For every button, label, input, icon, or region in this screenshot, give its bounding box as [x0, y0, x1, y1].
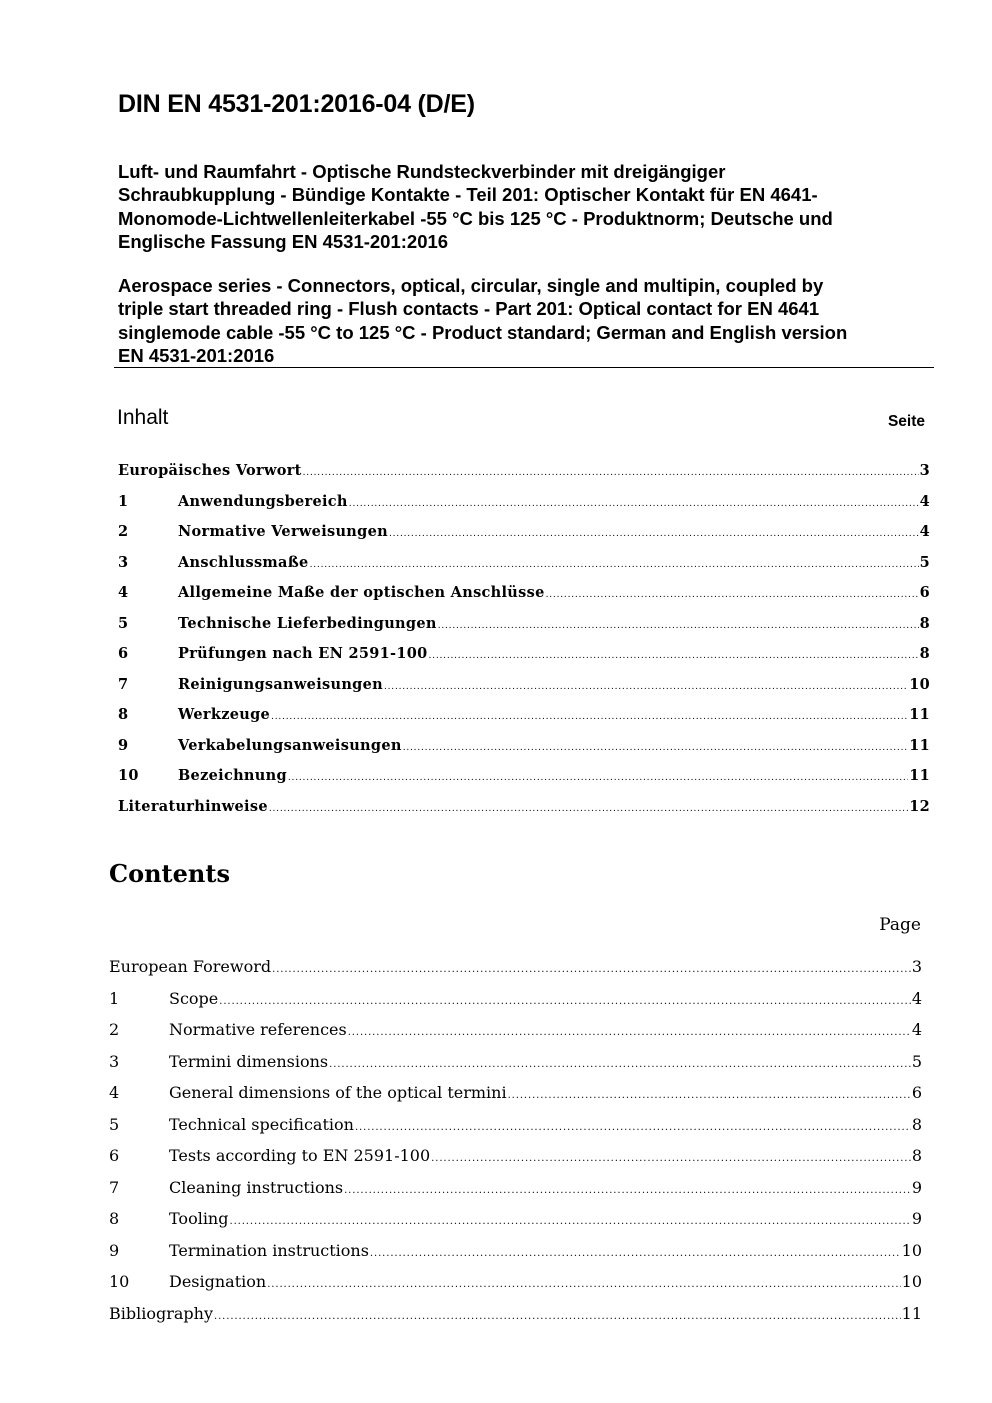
toc-entry-page: 9 [911, 1177, 922, 1197]
toc-en-entry[interactable] [109, 1304, 922, 1328]
toc-leader-dots [384, 682, 908, 692]
toc-en-entry[interactable] [109, 1241, 922, 1265]
toc-entry-number: 2 [118, 523, 129, 540]
toc-entry-number: 9 [109, 1240, 120, 1260]
toc-en-page-column-label: Page [879, 915, 921, 935]
toc-entry-number: 1 [109, 988, 120, 1008]
toc-entry-label: Anwendungsbereich [178, 492, 348, 510]
toc-entry-number: 8 [118, 706, 129, 723]
toc-de-entry[interactable] [118, 615, 930, 637]
toc-de-entry[interactable] [118, 737, 930, 759]
toc-entry-number: 3 [118, 553, 129, 571]
toc-de-page-column-label: Seite [887, 413, 925, 430]
toc-de-heading: Inhalt [117, 406, 169, 429]
document-subtitle-english: Aerospace series - Connectors, optical, circular, single and multipin, coupled by triple start threaded ring - Flush contacts - Part 201: Optical contact for EN 4641 singlemode cable -55 °C to 125 °C - Product standard; German and English version EN 4531-201:2016 [118, 275, 848, 366]
toc-entry-label: Normative references [169, 1020, 347, 1039]
toc-entry-label: Termination instructions [169, 1240, 369, 1260]
toc-entry-label: Werkzeuge [178, 706, 271, 723]
toc-entry-label: Prüfungen nach EN 2591-100 [178, 645, 428, 662]
toc-en-entry[interactable] [109, 1083, 922, 1107]
toc-leader-dots [219, 996, 911, 1007]
toc-de-entry[interactable] [118, 523, 930, 545]
toc-leader-dots [267, 1279, 900, 1290]
toc-leader-dots [271, 712, 908, 722]
toc-leader-dots [344, 1185, 911, 1196]
document-title: DIN EN 4531-201:2016-04 (D/E) [118, 90, 475, 118]
toc-en-entry[interactable] [109, 1272, 922, 1296]
toc-entry-label: Technische Lieferbedingungen [178, 614, 437, 632]
toc-entry-page: 6 [919, 584, 930, 601]
toc-entry-page: 11 [901, 1303, 922, 1323]
toc-entry-page: 11 [909, 706, 930, 723]
toc-de-entry[interactable] [118, 493, 930, 515]
toc-en-entry[interactable] [109, 1178, 922, 1202]
toc-entry-label: Verkabelungsanweisungen [178, 736, 402, 754]
toc-leader-dots [370, 1248, 901, 1259]
title-divider [114, 367, 934, 368]
toc-en-entry[interactable] [109, 1052, 922, 1076]
toc-leader-dots [438, 621, 919, 631]
toc-leader-dots [389, 529, 919, 539]
toc-leader-dots [214, 1311, 901, 1322]
toc-entry-number: 9 [118, 736, 129, 754]
toc-entry-number: 6 [118, 645, 129, 662]
toc-entry-page: 5 [911, 1051, 922, 1071]
toc-entry-number: 7 [118, 675, 129, 693]
toc-leader-dots [349, 499, 919, 509]
toc-entry-page: 8 [911, 1114, 922, 1134]
toc-entry-number: 10 [109, 1272, 130, 1291]
toc-entry-page: 12 [909, 797, 930, 815]
toc-en-entry[interactable] [109, 1209, 922, 1233]
toc-entry-number: 3 [109, 1051, 120, 1071]
toc-entry-page: 8 [911, 1146, 922, 1165]
toc-entry-page: 11 [909, 767, 930, 784]
toc-en-heading: Contents [109, 859, 230, 888]
toc-entry-page: 8 [919, 645, 930, 662]
toc-leader-dots [310, 560, 919, 570]
toc-entry-page: 3 [911, 957, 922, 976]
toc-entry-label: European Foreword [109, 957, 272, 976]
toc-entry-number: 10 [118, 767, 139, 784]
toc-leader-dots [508, 1090, 911, 1101]
toc-entry-label: Cleaning instructions [169, 1177, 344, 1197]
toc-leader-dots [303, 468, 919, 478]
toc-entry-label: Termini dimensions [169, 1051, 329, 1071]
toc-leader-dots [272, 964, 911, 975]
toc-entry-page: 10 [901, 1240, 922, 1260]
toc-de-entry[interactable] [118, 584, 930, 606]
toc-entry-label: General dimensions of the optical termini [169, 1083, 507, 1102]
toc-entry-page: 4 [919, 523, 930, 540]
toc-entry-number: 7 [109, 1177, 120, 1197]
toc-entry-label: Allgemeine Maße der optischen Anschlüsse [178, 584, 545, 601]
toc-entry-label: Tests according to EN 2591-100 [169, 1146, 431, 1165]
toc-entry-label: Anschlussmaße [178, 553, 309, 571]
toc-entry-page: 9 [911, 1209, 922, 1228]
toc-entry-label: Normative Verweisungen [178, 523, 388, 540]
toc-leader-dots [288, 773, 908, 783]
toc-entry-label: Bibliography [109, 1303, 213, 1323]
toc-entry-label: Bezeichnung [178, 767, 287, 784]
toc-entry-page: 11 [909, 736, 930, 754]
toc-entry-number: 5 [109, 1114, 120, 1134]
toc-leader-dots [546, 590, 919, 600]
toc-de-entry[interactable] [118, 767, 930, 789]
toc-leader-dots [329, 1059, 911, 1070]
toc-entry-number: 2 [109, 1020, 120, 1039]
toc-en-entry[interactable] [109, 1115, 922, 1139]
toc-entry-label: Literaturhinweise [118, 797, 268, 815]
toc-entry-label: Designation [169, 1272, 267, 1291]
toc-entry-number: 5 [118, 614, 129, 632]
toc-de-entry[interactable] [118, 462, 930, 484]
toc-leader-dots [429, 651, 919, 661]
toc-entry-number: 6 [109, 1146, 120, 1165]
toc-entry-page: 10 [901, 1272, 922, 1291]
toc-entry-page: 8 [919, 614, 930, 632]
toc-leader-dots [403, 743, 909, 753]
toc-entry-page: 3 [919, 462, 930, 479]
toc-en-entry[interactable] [109, 1146, 922, 1170]
toc-leader-dots [431, 1153, 911, 1164]
toc-entry-page: 6 [911, 1083, 922, 1102]
toc-de-entry[interactable] [118, 554, 930, 576]
toc-en-entry[interactable] [109, 989, 922, 1013]
toc-de-entry[interactable] [118, 676, 930, 698]
toc-leader-dots [355, 1122, 911, 1133]
toc-entry-number: 1 [118, 492, 129, 510]
document-subtitle-german: Luft- und Raumfahrt - Optische Rundsteckverbinder mit dreigängiger Schraubkupplung - Bündige Kontakte - Teil 201: Optischer Kontakt für EN 4641- Monomode-Lichtwellenleiterkabel -55 °C bis 125 °C - Produktnorm; Deutsche und Englische Fassung EN 4531-201:2016 [118, 161, 833, 252]
toc-entry-number: 8 [109, 1209, 120, 1228]
toc-entry-page: 4 [911, 1020, 922, 1039]
toc-de-entry[interactable] [118, 798, 930, 820]
toc-de-entry[interactable] [118, 706, 930, 728]
toc-de-entry[interactable] [118, 645, 930, 667]
toc-entry-label: Tooling [169, 1209, 229, 1228]
toc-entry-label: Technical specification [169, 1114, 354, 1134]
toc-leader-dots [348, 1027, 911, 1038]
toc-entry-number: 4 [109, 1083, 120, 1102]
toc-en-entry[interactable] [109, 957, 922, 981]
toc-entry-page: 10 [909, 675, 930, 693]
toc-leader-dots [269, 804, 908, 814]
toc-entry-number: 4 [118, 584, 129, 601]
toc-leader-dots [229, 1216, 910, 1227]
toc-entry-label: Reinigungsanweisungen [178, 675, 383, 693]
toc-entry-page: 5 [919, 553, 930, 571]
toc-entry-label: Europäisches Vorwort [118, 462, 302, 479]
toc-entry-label: Scope [169, 988, 219, 1008]
toc-entry-page: 4 [919, 492, 930, 510]
toc-en-entry[interactable] [109, 1020, 922, 1044]
toc-entry-page: 4 [911, 988, 922, 1008]
